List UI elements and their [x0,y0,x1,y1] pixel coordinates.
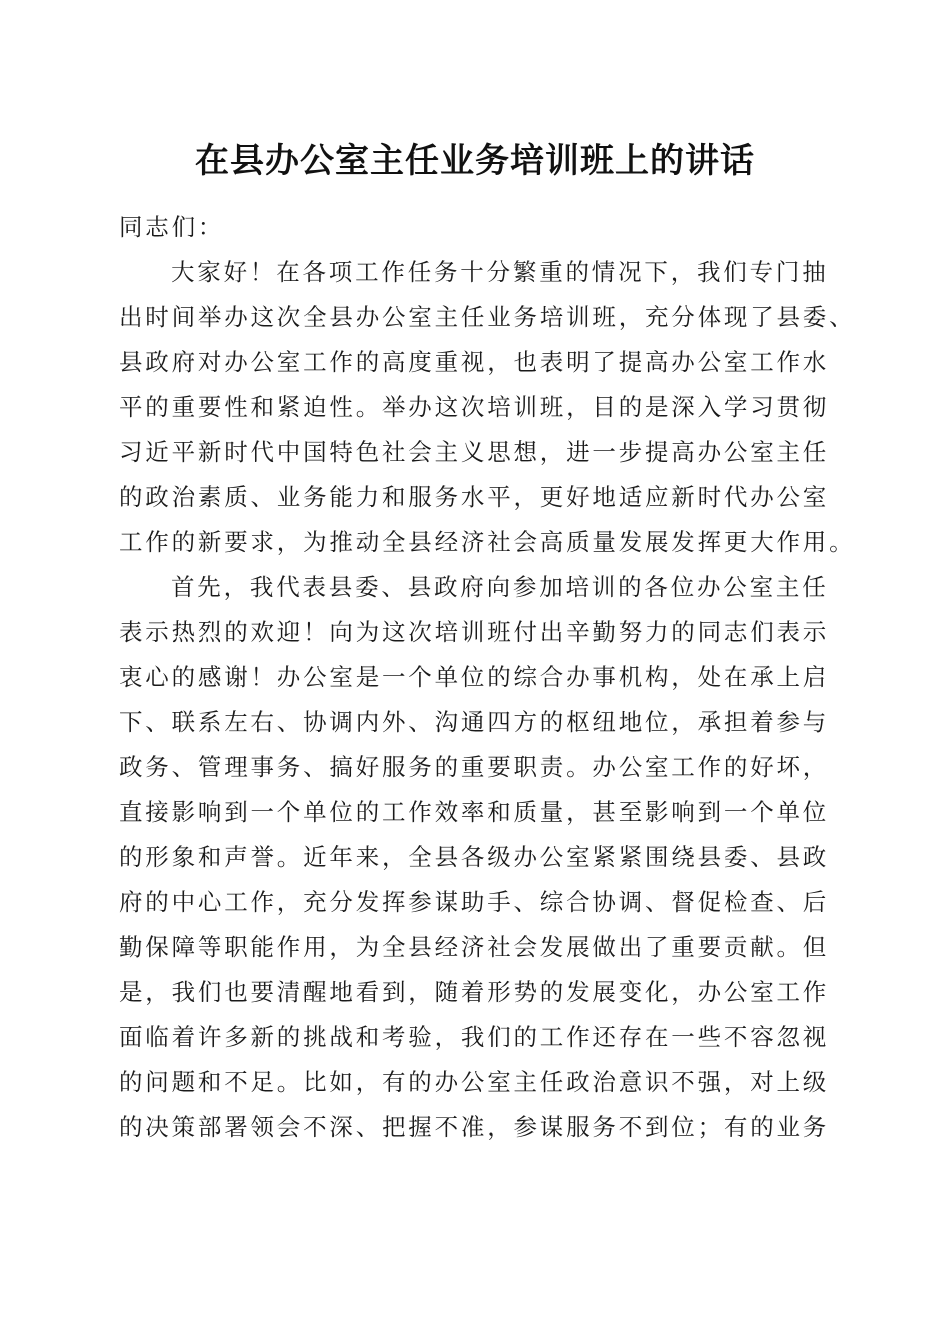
paragraph-line: 县政府对办公室工作的高度重视，也表明了提高办公室工作水 [119,348,830,376]
paragraph-line: 是，我们也要清醒地看到，随着形势的发展变化，办公室工作 [119,978,830,1006]
paragraph-line: 直接影响到一个单位的工作效率和质量，甚至影响到一个单位 [119,798,830,826]
paragraph-line: 的政治素质、业务能力和服务水平，更好地适应新时代办公室 [119,483,830,511]
document-title: 在县办公室主任业务培训班上的讲话 [195,141,755,181]
paragraph-line: 面临着许多新的挑战和考验，我们的工作还存在一些不容忽视 [119,1023,830,1051]
paragraph-line: 勤保障等职能作用，为全县经济社会发展做出了重要贡献。但 [119,933,830,961]
salutation: 同志们： [119,213,225,241]
paragraph-line: 衷心的感谢！办公室是一个单位的综合办事机构，处在承上启 [119,663,830,691]
paragraph-line: 的问题和不足。比如，有的办公室主任政治意识不强，对上级 [119,1068,830,1096]
paragraph-line: 政务、管理事务、搞好服务的重要职责。办公室工作的好坏， [119,753,830,781]
paragraph-line: 的形象和声誉。近年来，全县各级办公室紧紧围绕县委、县政 [119,843,830,871]
document-body [119,205,856,1150]
paragraph-line: 府的中心工作，充分发挥参谋助手、综合协调、督促检查、后 [119,888,830,916]
paragraph-line: 的决策部署领会不深、把握不准，参谋服务不到位；有的业务 [119,1113,830,1141]
paragraph-line: 表示热烈的欢迎！向为这次培训班付出辛勤努力的同志们表示 [119,618,830,646]
paragraph-line: 下、联系左右、协调内外、沟通四方的枢纽地位，承担着参与 [119,708,830,736]
paragraph-line: 工作的新要求，为推动全县经济社会高质量发展发挥更大作用。 [119,528,856,556]
paragraph-line: 大家好！在各项工作任务十分繁重的情况下，我们专门抽 [171,258,829,286]
paragraph-line: 出时间举办这次全县办公室主任业务培训班，充分体现了县委、 [119,303,856,331]
paragraph-line: 首先，我代表县委、县政府向参加培训的各位办公室主任 [171,573,829,601]
paragraph-line: 平的重要性和紧迫性。举办这次培训班，目的是深入学习贯彻 [119,393,830,421]
paragraph-line: 习近平新时代中国特色社会主义思想，进一步提高办公室主任 [119,438,830,466]
